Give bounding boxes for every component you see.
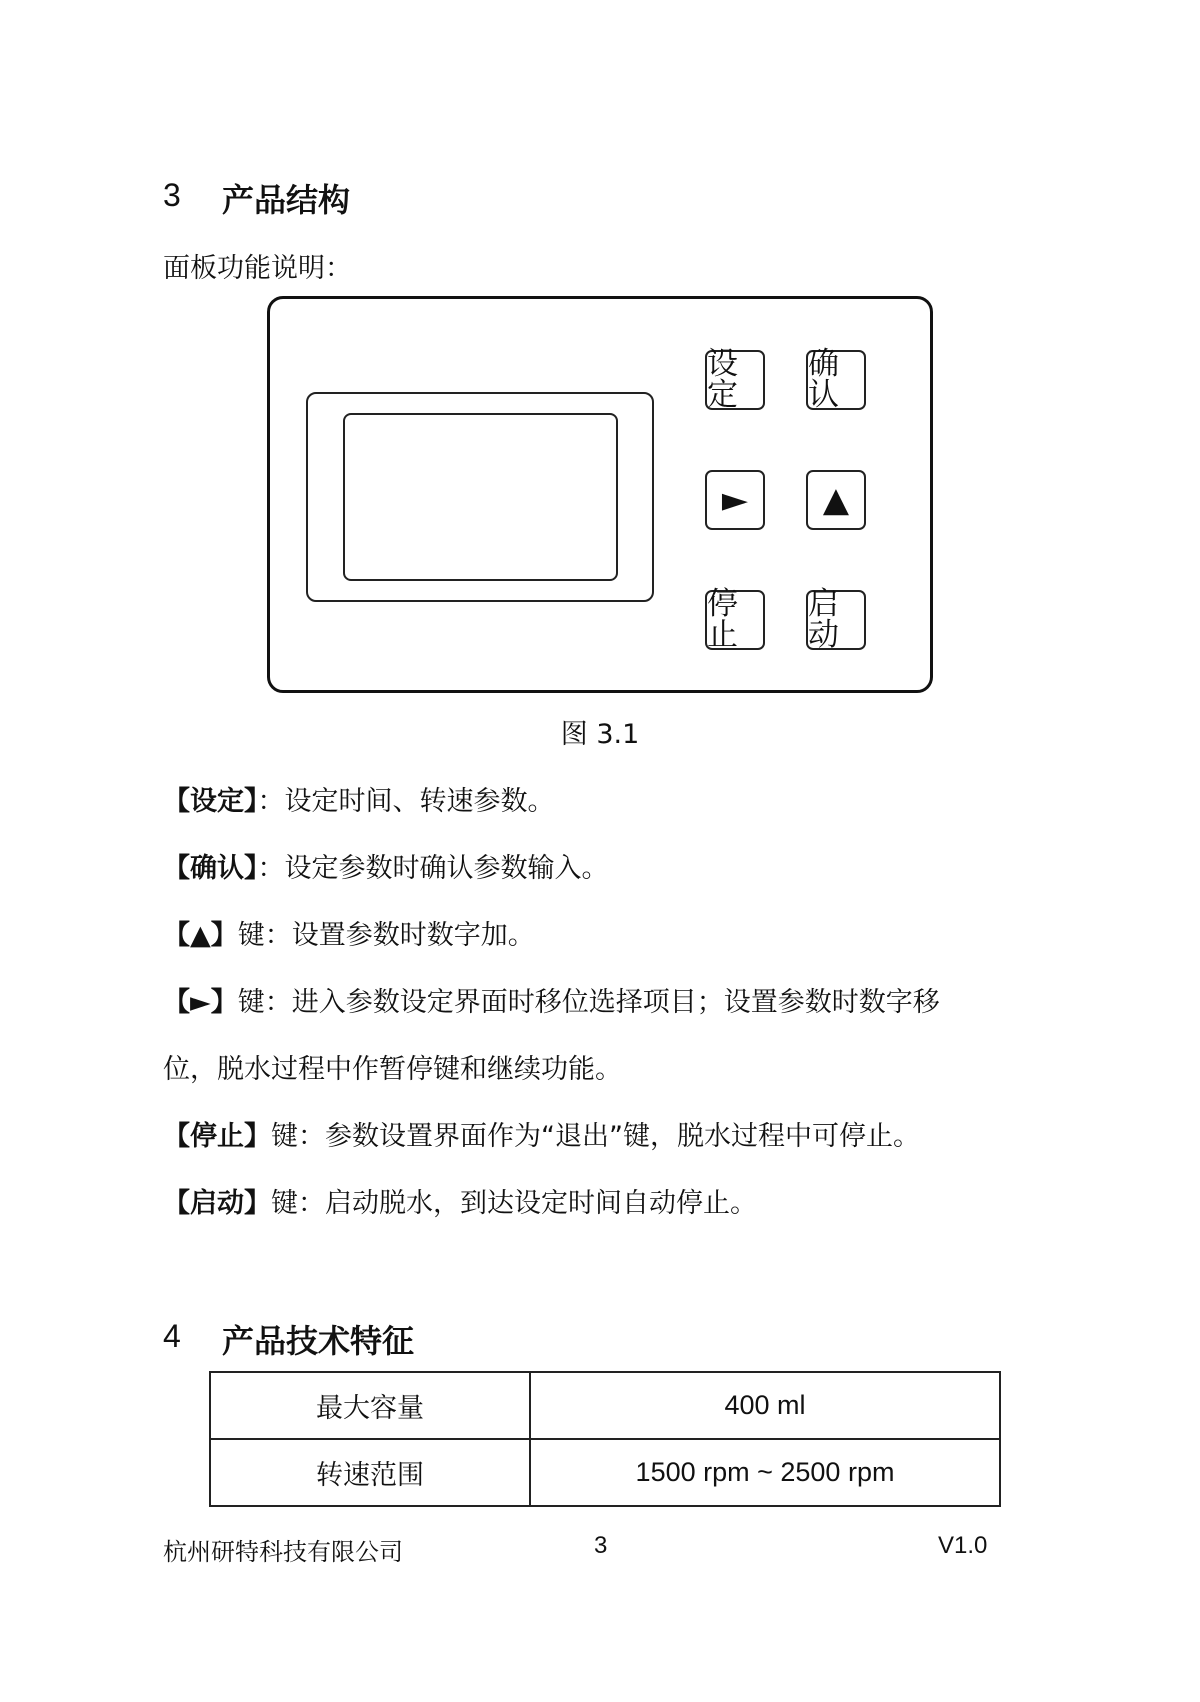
- desc-up: [163, 902, 535, 969]
- footer-company: 杭州研特科技有限公司: [163, 1538, 403, 1566]
- desc-set-key: 【设定】: [163, 786, 258, 817]
- desc-right-text: 键：进入参数设定界面时移位选择项目；设置参数时数字移: [237, 987, 940, 1018]
- desc-start: [163, 1170, 757, 1237]
- desc-up-key: 【▲】: [163, 920, 238, 951]
- desc-right: [163, 969, 940, 1036]
- panel-intro-text: 面板功能说明：: [163, 253, 352, 284]
- spec-label-speed: 转速范围: [210, 1439, 530, 1506]
- set-key: 设定: [705, 350, 765, 410]
- desc-set: [163, 768, 555, 835]
- confirm-key: 确认: [806, 350, 866, 410]
- footer-version: V1.0: [938, 1532, 988, 1559]
- desc-confirm-key: 【确认】: [163, 853, 258, 884]
- table-row: [210, 1372, 1000, 1439]
- spec-label-capacity: 最大容量: [210, 1372, 530, 1439]
- up-arrow-key: [806, 470, 866, 530]
- desc-start-key: 【启动】: [163, 1188, 271, 1219]
- right-arrow-key: [705, 470, 765, 530]
- section-4-title: 产品技术特征: [222, 1322, 415, 1360]
- desc-stop-key: 【停止】: [163, 1121, 271, 1152]
- spec-value-capacity: 400 ml: [530, 1372, 1000, 1439]
- desc-confirm-text: ：设定参数时确认参数输入。: [257, 853, 609, 884]
- desc-up-text: 键：设置参数时数字加。: [237, 920, 535, 951]
- up-triangle-icon: ▲: [822, 480, 850, 520]
- figure-caption: 图 3.1: [560, 719, 640, 750]
- table-row: [210, 1439, 1000, 1506]
- section-3-title: 产品结构: [222, 181, 351, 219]
- stop-key: 停止: [705, 590, 765, 650]
- desc-confirm: [163, 835, 609, 902]
- section-3-number: 3: [163, 177, 181, 213]
- desc-stop-text: 键：参数设置界面作为“退出”键，脱水过程中可停止。: [271, 1121, 920, 1152]
- spec-value-speed: 1500 rpm ~ 2500 rpm: [530, 1439, 1000, 1506]
- section-4-number: 4: [163, 1318, 181, 1354]
- spec-table: [209, 1371, 1001, 1507]
- desc-right-cont: [163, 1036, 622, 1103]
- footer-page-number: 3: [594, 1532, 608, 1559]
- desc-start-text: 键：启动脱水，到达设定时间自动停止。: [271, 1188, 757, 1219]
- display-screen: [343, 413, 618, 581]
- desc-stop: [163, 1103, 920, 1170]
- desc-set-text: ：设定时间、转速参数。: [257, 786, 555, 817]
- start-key: 启动: [806, 590, 866, 650]
- desc-right-text-cont: 位，脱水过程中作暂停键和继续功能。: [163, 1054, 622, 1085]
- right-triangle-icon: ►: [721, 480, 749, 520]
- desc-right-key: 【►】: [163, 987, 238, 1018]
